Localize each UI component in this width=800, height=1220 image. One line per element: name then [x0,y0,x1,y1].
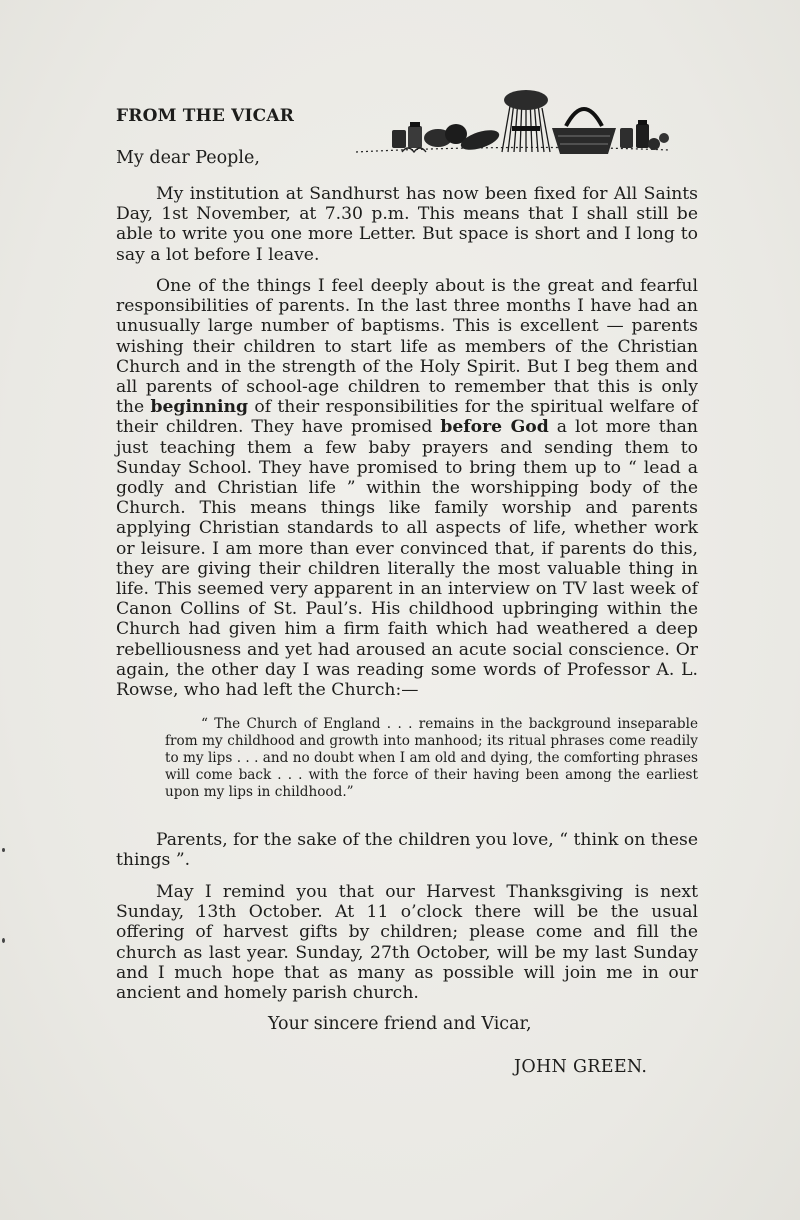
margin-speck [2,848,5,852]
paragraph-text: May I remind you that our Harvest Thanksgiving is next Sunday, 13th October. At 11 o’clock there will be the usual offering of harvest gifts by children; please come and fill the church as last year. Sunday, 27th October, will be my last Sunday and I much hope that as many as possible will join me in our ancient and homely parish church. [116,882,698,1004]
paragraph-think-on [116,830,698,870]
signature: JOHN GREEN. [514,1057,648,1077]
emphasis-before-god: before God [440,417,549,438]
text-run: of their responsibilities for the spiritual welfare of their children. They have promised [116,397,698,438]
text-run: One of the things I feel deeply about is the great and fearful responsibilities of parents. In the last three months I have had an unusually large number of baptisms. This is excellent — parents wishing their children to start life as members of the Christian Church and in the strength of the Holy Spirit. But I beg them and all parents of school-age children to remember that this is only the [116,276,698,418]
harvest-still-life-icon [352,86,674,170]
paragraph-responsibilities [116,276,698,700]
page-title: FROM THE VICAR [116,106,295,126]
greeting: My dear People, [116,148,260,168]
quote-text: “ The Church of England . . . remains in the background inseparable from my childhood and growth into manhood; its ritual phrases come readily to my lips . . . and no doubt when I am old and dying, the comforting phrases will come back . . . with the force of their having been among the earliest upon my lips in childhood.” [165,716,698,800]
paragraph-text [116,276,698,700]
block-quote [165,716,698,801]
margin-speck [2,938,5,943]
text-run: a lot more than just teaching them a few baby prayers and sending them to Sunday School. They have promised to bring them up to “ lead a godly and Christian life ” within the worshipping body of the Church. This means things like family worship and parents applying Christian standards to all aspects of life, whether work or leisure. I am more than ever convinced that, if parents do this, they are giving their children literally the most valuable thing in life. This seemed very apparent in an interview on TV last week of Canon Collins of St. Paul’s. His childhood upbringing within the Church had given him a firm faith which had weathered a deep rebelliousness and yet had aroused an acute social conscience. Or again, the other day I was reading some words of Professor A. L. Rowse, who had left the Church:— [116,417,698,701]
paragraph-harvest [116,882,698,1003]
emphasis-beginning: beginning [150,397,249,418]
closing-line: Your sincere friend and Vicar, [268,1014,532,1034]
paragraph-institution [116,184,698,265]
paragraph-text: Parents, for the sake of the children you love, “ think on these things ”. [116,830,698,871]
paragraph-text: My institution at Sandhurst has now been fixed for All Saints Day, 1st November, at 7.30 p.m. This means that I shall still be able to write you one more Letter. But space is short and I long to say a lot before I leave. [116,184,698,265]
